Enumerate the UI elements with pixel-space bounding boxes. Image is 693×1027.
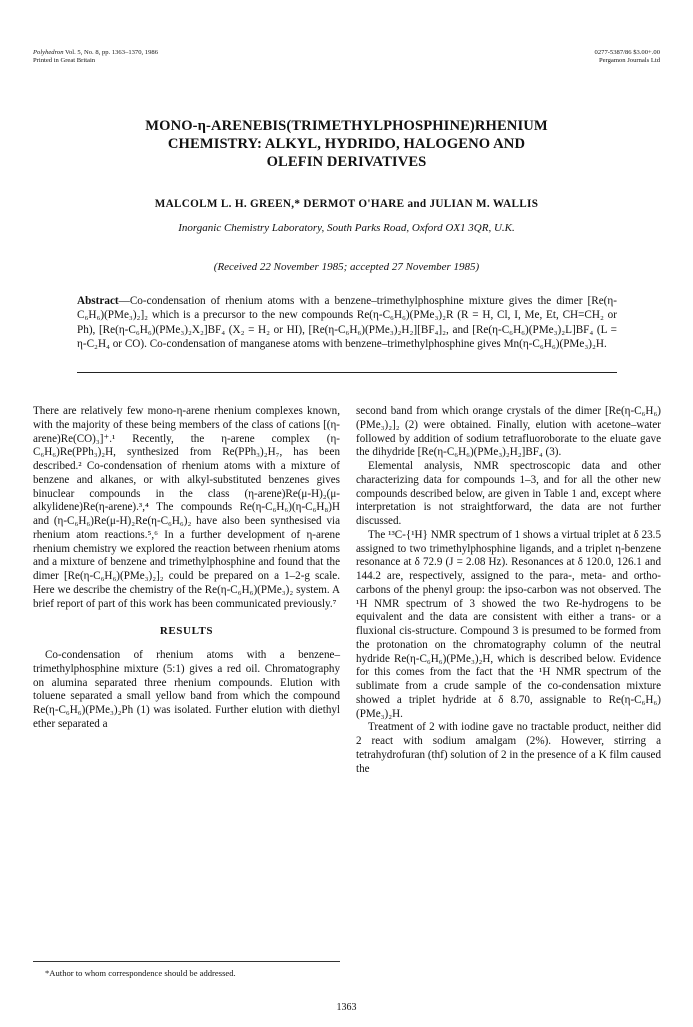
title-line-1: MONO-η-ARENEBIS(TRIMETHYLPHOSPHINE)RHENIUM <box>145 118 548 134</box>
running-header-left <box>33 49 158 65</box>
running-header-right <box>595 49 660 65</box>
footnote: *Author to whom correspondence should be addressed. <box>45 968 236 978</box>
page-number: 1363 <box>336 1002 357 1013</box>
journal-name: Polyhedron <box>33 49 64 56</box>
abstract-label: Abstract <box>77 295 119 307</box>
title-line-3: OLEFIN DERIVATIVES <box>266 154 427 170</box>
author-list: MALCOLM L. H. GREEN,* DERMOT O'HARE and JULIAN M. WALLIS <box>154 198 539 210</box>
footnote-divider <box>33 961 340 962</box>
body-paragraph-3: The ¹³C-{¹H} NMR spectrum of 1 shows a virtual triplet at δ 23.5 assigned to two trimethylphosphine ligands, and a triplet η-benzene resonance at δ 72.9 (J = 2.08 Hz). Resonances at δ 120.0, 126.1 and 144.2 are, respectively, assigned to the para-, meta- and ortho-carbons of the phenyl group: the ipso-carbon was not observed. The ¹H NMR spectrum of 3 showed the two Re-hydrogens to be equivalent and the data are consistent with either a trans- or a fluxional cis-structure. Compound 3 is presumed to be formed from the protonation on the chromatography column of the neutral hydride Re(η-C₆H₆)(PMe₃)₂H, which is described below. Evidence for this comes from the fact that the ¹H NMR spectrum of the sublimate from a crude sample of the co-condensation mixture showed a triplet hydride at δ 8.70, assignable to Re(η-C₆H₆)(PMe₃)₂H. <box>356 528 661 720</box>
publisher: Pergamon Journals Ltd <box>598 57 660 64</box>
body-paragraph-2: Elemental analysis, NMR spectroscopic data and other characterizing data for compounds 1–3, and for all the other new compounds described below, are given in Table 1 and, except where interpretation is not straightforward, the data are not further discussed. <box>356 460 661 527</box>
title-line-2: CHEMISTRY: ALKYL, HYDRIDO, HALOGENO AND <box>167 136 526 152</box>
body-paragraph-1: second band from which orange crystals of the dimer [Re(η-C₆H₆)(PMe₃)₂]₂ (2) were obtained. Finally, elution with acetone–water followed by addition of sodium tetrafluoroborate to the eluate gave the dihydride [Re(η-C₆H₆)(PMe₃)₂H₂]BF₄ (3). <box>356 405 661 459</box>
abstract <box>77 294 617 351</box>
received-dates: (Received 22 November 1985; accepted 27 November 1985) <box>213 261 480 273</box>
left-column <box>33 405 340 732</box>
issn-price: 0277-5387/86 $3.00+.00 <box>594 49 660 56</box>
affiliation: Inorganic Chemistry Laboratory, South Parks Road, Oxford OX1 3QR, U.K. <box>178 222 515 234</box>
results-paragraph: Co-condensation of rhenium atoms with a benzene–trimethylphosphine mixture (5:1) gives a red oil. Chromatography on alumina separated three rhenium compounds. Elution with toluene separated a small yellow band from which the compound Re(η-C₆H₆)(PMe₃)₂Ph (1) was isolated. Further elution with diethyl ether separated a <box>33 649 340 730</box>
abstract-divider <box>77 372 617 373</box>
journal-citation: Vol. 5, No. 8, pp. 1363–1370, 1986 <box>63 49 158 56</box>
article-title <box>60 117 633 171</box>
right-column <box>356 405 661 776</box>
results-heading: RESULTS <box>159 625 214 638</box>
printed-in: Printed in Great Britain <box>33 57 96 64</box>
abstract-text: —Co-condensation of rhenium atoms with a benzene–trimethylphosphine mixture gives the dimer [Re(η-C₆H₆)(PMe₃)₂]₂ which is a precursor to the new compounds Re(η-C₆H₆)(PMe₃)₂R (R = H, Cl, I, Me, Et, CH=CH₂ or Ph), [Re(η-C₆H₆)(PMe₃)₂X₂]BF₄ (X₂ = H₂ or HI), [Re(η-C₆H₆)(PMe₃)₂H₂][BF₄]₂, and [Re(η-C₆H₆)(PMe₃)₂L]BF₄ (L = η-C₂H₄ or CO). Co-condensation of manganese atoms with benzene–trimethylphosphine gives Mn(η-C₆H₆)(PMe₃)₂H. <box>77 295 617 350</box>
body-paragraph-4: Treatment of 2 with iodine gave no tractable product, neither did 2 react with sodium amalgam (2%). However, stirring a tetrahydrofuran (thf) solution of 2 in the presence of a K film caused the <box>356 721 661 775</box>
intro-paragraph: There are relatively few mono-η-arene rhenium complexes known, with the majority of these being members of the class of cations [(η-arene)Re(CO)₃]⁺.¹ Recently, the η-arene complex (η-C₆H₆)Re(PPh₃)₂H, synthesized from Re(PPh₃)₂H₇, has been described.² Co-condensation of rhenium atoms with a mixture of benzene and alkanes, or with alkyl-substituted benzenes gives binuclear compounds in the class (η-arene)Re(μ-H)₂(μ-alkylidene)Re(η-arene).³,⁴ The compounds Re(η-C₆H₆)(η-C₆H₈)H and (η-C₆H₆)Re(μ-H)₂Re(η-C₆H₆)₂ have also been synthesised via rhenium atom reactions.⁵,⁶ In a further development of η-arene rhenium chemistry we explored the reaction between rhenium atoms and a mixture of benzene and trimethylphosphine and found that the dimer [Re(η-C₆H₆)(PMe₃)₂]₂ could be prepared on a 1–2-g scale. Here we describe the chemistry of the Re(η-C₆H₆)(PMe₃)₂ system. A brief report of part of this work has been communicated previously.⁷ <box>33 405 340 610</box>
